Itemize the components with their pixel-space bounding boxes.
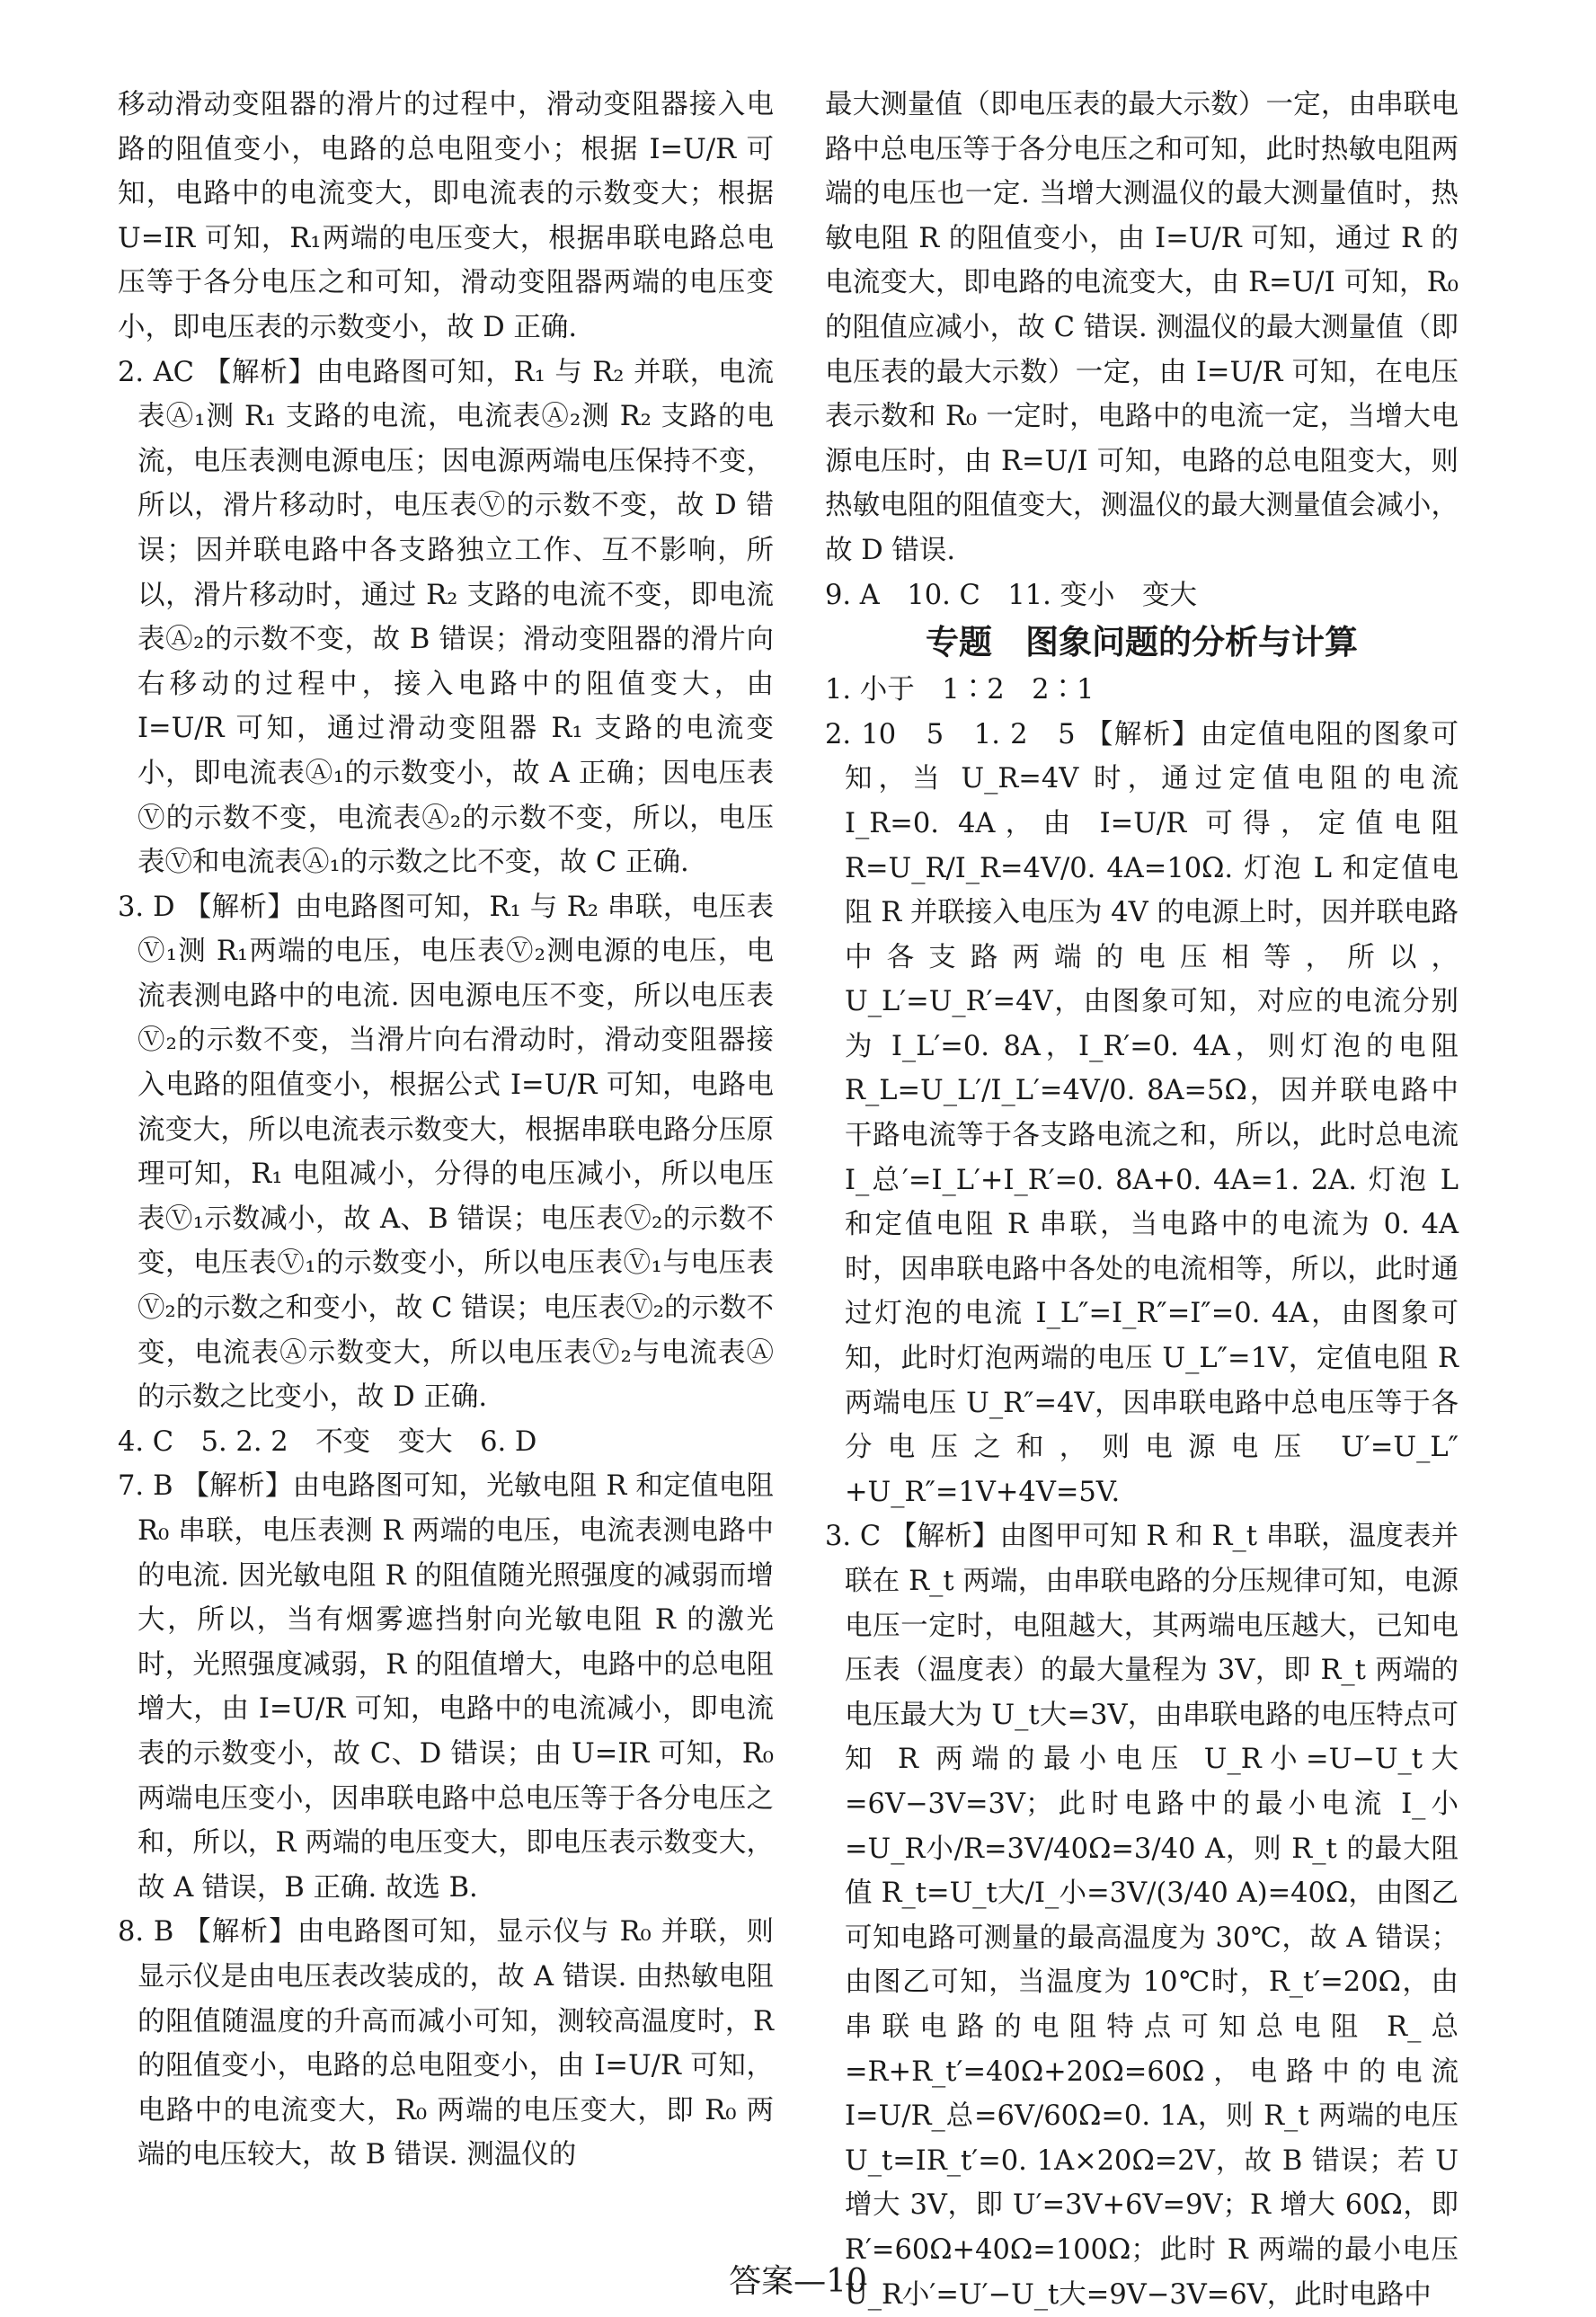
page-footer: 答案—10 xyxy=(729,2263,867,2300)
topic-item-2: 2. 10 5 1. 2 5 【解析】由定值电阻的图象可知，当 U_R=4V 时，通过定值电阻的电流 I_R=0. 4A，由 I=U/R 可得，定值电阻 R=U_R/I_R=4V/0. 4A=10Ω. 灯泡 L 和定值电阻 R 并联接入电压为 4V 的电源上时，因并联电路中各支路两端的电压相等，所以，U_L′=U_R′=4V，由图象可知，对应的电流分别为 I_L′=0. 8A，I_R′=0. 4A，则灯泡的电阻 R_L=U_L′/I_L′=4V/0. 8A=5Ω，因并联电路中干路电流等于各支路电流之和，所以，此时总电流 I_总′=I_L′+I_R′=0. 8A+0. 4A=1. 2A. 灯泡 L 和定值电阻 R 串联，当电路中的电流为 0. 4A 时，因串联电路中各处的电流相等，所以，此时通过灯泡的电流 I_L″=I_R″=I″=0. 4A，由图象可知，此时灯泡两端的电压 U_L″=1V，定值电阻 R 两端电压 U_R″=4V，因串联电路中总电压等于各分电压之和，则电源电压 U′=U_L″+U_R″=1V+4V=5V. xyxy=(825,718,1459,1508)
answer-items-9-11: 9. A 10. C 11. 变小 变大 xyxy=(825,579,1198,611)
answer-item-8: 8. B 【解析】由电路图可知，显示仪与 R₀ 并联，则显示仪是由电压表改装成的，故 A 错误. 由热敏电阻的阻值随温度的升高而减小可知，测较高温度时，R 的阻值变小，电路的总电阻变小，由 I=U/R 可知，电路中的电流变大，R₀ 两端的电压变大，即 R₀ 两端的电压较大，故 B 错误. 测温仪的 xyxy=(118,1916,774,2171)
topic-item-1: 1. 小于 1∶2 2∶1 xyxy=(825,674,1095,706)
section-title: 专题 图象问题的分析与计算 xyxy=(926,623,1358,662)
topic-item-3: 3. C 【解析】由图甲可知 R 和 R_t 串联，温度表并联在 R_t 两端，由串联电路的分压规律可知，电源电压一定时，电阻越大，其两端电压越大，已知电压表（温度表）的最大量程为 3V，即 R_t 两端的电压最大为 U_t大=3V，由串联电路的电压特点可知 R 两端的最小电压 U_R小=U−U_t大=6V−3V=3V；此时电路中的最小电流 I_小=U_R小/R=3V/40Ω=3/40 A，则 R_t 的最大阻值 R_t=U_t大/I_小=3V/(3/40 A)=40Ω，由图乙可知电路可测量的最高温度为 30℃，故 A 错误；由图乙可知，当温度为 10℃时，R_t′=20Ω，由串联电路的电阻特点可知总电阻 R_总=R+R_t′=40Ω+20Ω=60Ω，电路中的电流 I=U/R_总=6V/60Ω=0. 1A，则 R_t 两端的电压 U_t=IR_t′=0. 1A×20Ω=2V，故 B 错误；若 U 增大 3V，即 U′=3V+6V=9V；R 增大 60Ω，即 R′=60Ω+40Ω=100Ω；此时 R 两端的最小电压 U_R小′=U′−U_t大=9V−3V=6V，此时电路中 xyxy=(825,1521,1459,2311)
left-paragraph: 移动滑动变阻器的滑片的过程中，滑动变阻器接入电路的阻值变小，电路的总电阻变小；根据 I=U/R 可知，电路中的电流变大，即电流表的示数变大；根据U=IR 可知，R₁两端的电压变大，根据串联电路总电压等于各分电压之和可知，滑动变阻器两端的电压变小，即电压表的示数变小，故 D 正确. xyxy=(118,89,774,343)
answer-item-3: 3. D 【解析】由电路图可知，R₁ 与 R₂ 串联，电压表Ⓥ₁测 R₁两端的电压，电压表Ⓥ₂测电源的电压，电流表测电路中的电流. 因电源电压不变，所以电压表Ⓥ₂的示数不变，当滑片向右滑动时，滑动变阻器接入电路的阻值变小，根据公式 I=U/R 可知，电路电流变大，所以电流表示数变大，根据串联电路分压原理可知，R₁ 电阻减小，分得的电压减小，所以电压表Ⓥ₁示数减小，故 A、B 错误；电压表Ⓥ₂的示数不变，电压表Ⓥ₁的示数变小，所以电压表Ⓥ₁与电压表Ⓥ₂的示数之和变小，故 C 错误；电压表Ⓥ₂的示数不变，电流表Ⓐ示数变大，所以电压表Ⓥ₂与电流表Ⓐ的示数之比变小，故 D 正确. xyxy=(118,891,774,1414)
right-column xyxy=(825,83,1459,2317)
answer-items-4-6: 4. C 5. 2. 2 不变 变大 6. D xyxy=(118,1425,537,1458)
left-column xyxy=(118,83,774,2178)
right-paragraph: 最大测量值（即电压表的最大示数）一定，由串联电路中总电压等于各分电压之和可知，此时热敏电阻两端的电压也一定. 当增大测温仪的最大测量值时，热敏电阻 R 的阻值变小，由 I=U/R 可知，通过 R 的电流变大，即电路的电流变大，由 R=U/I 可知，R₀ 的阻值应减小，故 C 错误. 测温仪的最大测量值（即电压表的最大示数）一定，由 I=U/R 可知，在电压表示数和 R₀ 一定时，电路中的电流一定，当增大电源电压时，由 R=U/I 可知，电路的总电阻变大，则热敏电阻的阻值变大，测温仪的最大测量值会减小，故 D 错误. xyxy=(825,89,1459,566)
answer-item-7: 7. B 【解析】由电路图可知，光敏电阻 R 和定值电阻 R₀ 串联，电压表测 R 两端的电压，电流表测电路中的电流. 因光敏电阻 R 的阻值随光照强度的减弱而增大，所以，当有烟雾遮挡射向光敏电阻 R 的激光时，光照强度减弱，R 的阻值增大，电路中的总电阻增大，由 I=U/R 可知，电路中的电流减小，即电流表的示数变小，故 C、D 错误；由 U=IR 可知，R₀ 两端电压变小，因串联电路中总电压等于各分电压之和，所以，R 两端的电压变大，即电压表示数变大，故 A 错误，B 正确. 故选 B. xyxy=(118,1470,774,1904)
answer-item-2: 2. AC 【解析】由电路图可知，R₁ 与 R₂ 并联，电流表Ⓐ₁测 R₁ 支路的电流，电流表Ⓐ₂测 R₂ 支路的电流，电压表测电源电压；因电源两端电压保持不变，所以，滑片移动时，电压表Ⓥ的示数不变，故 D 错误；因并联电路中各支路独立工作、互不影响，所以，滑片移动时，通过 R₂ 支路的电流不变，即电流表Ⓐ₂的示数不变，故 B 错误；滑动变阻器的滑片向右移动的过程中，接入电路中的阻值变大，由 I=U/R 可知，通过滑动变阻器 R₁ 支路的电流变小，即电流表Ⓐ₁的示数变小，故 A 正确；因电压表Ⓥ的示数不变，电流表Ⓐ₂的示数不变，所以，电压表Ⓥ和电流表Ⓐ₁的示数之比不变，故 C 正确. xyxy=(118,356,774,879)
